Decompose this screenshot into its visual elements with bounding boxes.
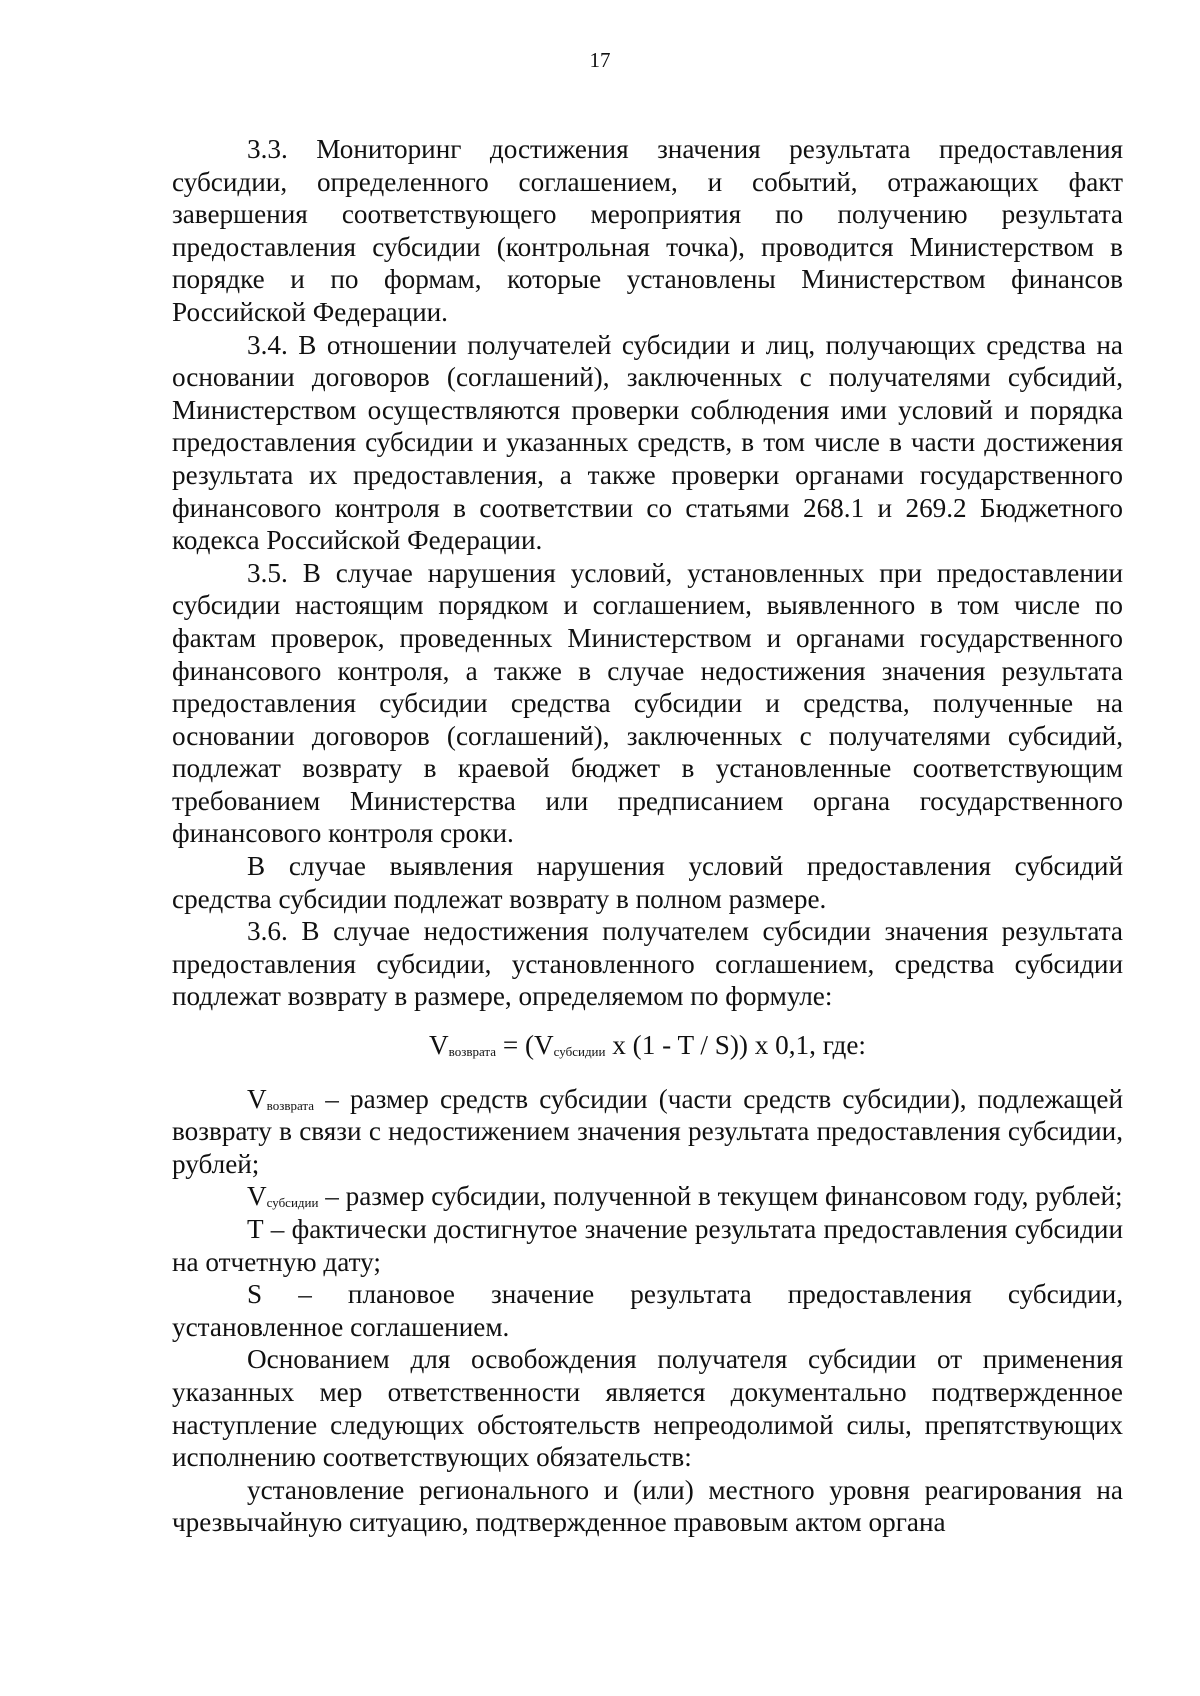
def-v-return-text: – размер средств субсидии (части средств субсидии), подлежащей возврату в связи с недостижением значения результата предоставления субсидии, рублей;	[172, 1083, 1123, 1179]
definition-v-return	[172, 1083, 1123, 1181]
formula-v: V	[429, 1030, 449, 1061]
paragraph-regional-emergency: установление регионального и (или) местного уровня реагирования на чрезвычайную ситуацию, подтвержденное правовым актом органа	[172, 1474, 1123, 1538]
return-formula	[172, 1029, 1123, 1062]
definition-t: Т – фактически достигнутое значение результата предоставления субсидии на отчетную дату;	[172, 1214, 1123, 1277]
definition-s: S – плановое значение результата предоставления субсидии, установленное соглашением.	[172, 1279, 1123, 1342]
paragraph-3-4: 3.4. В отношении получателей субсидии и лиц, получающих средства на основании договоров (соглашений), заключенных с получателями субсидий, Министерством осуществляются проверки соблюдения ими условий и порядка предоставления субсидии и указанных средств, в том числе в части достижения результата их предоставления, а также проверки органами государственного финансового контроля в соответствии со статьями 268.1 и 269.2 Бюджетного кодекса Российской Федерации.	[172, 329, 1123, 556]
def-v-subsidy-text: – размер субсидии, полученной в текущем финансовом году, рублей;	[325, 1181, 1123, 1212]
formula-rest: x (1 - T / S)) x 0,1, где:	[605, 1030, 866, 1061]
formula-equals: = (V	[496, 1030, 554, 1061]
paragraph-3-5-full-return: В случае выявления нарушения условий предоставления субсидий средства субсидии подлежат возврату в полном размере.	[172, 851, 1123, 914]
page-number: 17	[589, 48, 611, 72]
def-v-subsidy-sub: субсидии	[266, 1195, 319, 1211]
def-v-return-sub: возврата	[266, 1097, 315, 1113]
definition-v-subsidy	[172, 1180, 1123, 1213]
def-v-symbol-2: V	[247, 1181, 267, 1212]
paragraph-3-6: 3.6. В случае недостижения получателем субсидии значения результата предоставления субсидии, установленного соглашением, средства субсидии подлежат возврату в размере, определяемом по формуле:	[172, 916, 1123, 1012]
document-body	[172, 133, 1123, 1539]
paragraph-release-basis: Основанием для освобождения получателя субсидии от применения указанных мер ответственности является документально подтвержденное наступление следующих обстоятельств непреодолимой силы, препятствующих исполнению соответствующих обязательств:	[172, 1344, 1123, 1473]
formula-sub-return: возврата	[448, 1044, 497, 1060]
paragraph-3-3: 3.3. Мониторинг достижения значения результата предоставления субсидии, определенного соглашением, и событий, отражающих факт завершения соответствующего мероприятия по получению результата предоставления субсидии (контрольная точка), проводится Министерством в порядке и по формам, которые установлены Министерством финансов Российской Федерации.	[172, 134, 1123, 327]
formula-sub-subsidy: субсидии	[553, 1044, 606, 1060]
paragraph-3-5: 3.5. В случае нарушения условий, установленных при предоставлении субсидии настоящим порядком и соглашением, выявленного в том числе по фактам проверок, проведенных Министерством и органами государственного финансового контроля, а также в случае недостижения значения результата предоставления субсидии средства субсидии и средства, полученные на основании договоров (соглашений), заключенных с получателями субсидий, подлежат возврату в краевой бюджет в установленные соответствующим требованием Министерства или предписанием органа государственного финансового контроля сроки.	[172, 557, 1123, 849]
def-v-symbol: V	[247, 1083, 267, 1114]
